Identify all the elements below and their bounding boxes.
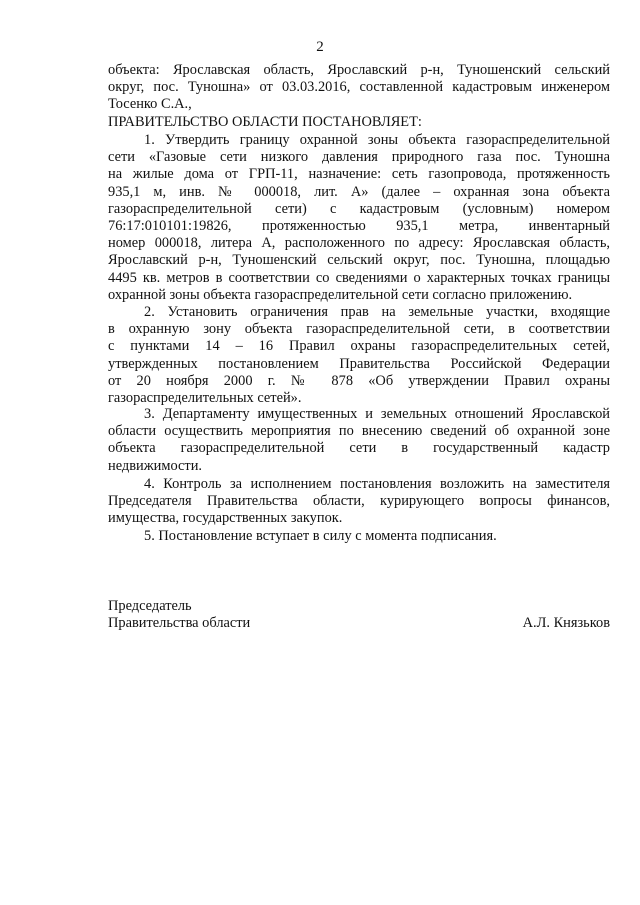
paragraph-line: объекта газораспределительной сети в государственный кадастр bbox=[108, 440, 610, 457]
paragraph-line: 935,1 м, инв. № 000018, лит. А» (далее – охранная зона объекта bbox=[108, 183, 610, 200]
paragraph-line: 4495 кв. метров в соответствии со сведениями о характерных точках границы bbox=[108, 269, 610, 286]
paragraph-3 bbox=[108, 406, 610, 475]
paragraph-1 bbox=[108, 132, 610, 304]
paragraph-line: Председателя Правительства области, курирующего вопросы финансов, bbox=[108, 493, 610, 510]
paragraph-line: 76:17:010101:19826, протяженностью 935,1 метра, инвентарный bbox=[108, 218, 610, 235]
paragraph-line: с пунктами 14 – 16 Правил охраны газораспределительных сетей, bbox=[108, 338, 610, 355]
paragraph-line: газораспределительной сети) с кадастровым (условным) номером bbox=[108, 200, 610, 217]
signatory-name: А.Л. Князьков bbox=[522, 615, 610, 632]
paragraph-5 bbox=[108, 528, 610, 545]
resolves-heading: ПРАВИТЕЛЬСТВО ОБЛАСТИ ПОСТАНОВЛЯЕТ: bbox=[108, 113, 422, 130]
paragraph-line: на жилые дома от ГРП-11, назначение: сеть газопровода, протяженность bbox=[108, 166, 610, 183]
paragraph-2 bbox=[108, 304, 610, 407]
intro-line: объекта: Ярославская область, Ярославский р-н, Туношенский сельский bbox=[108, 62, 610, 78]
paragraph-line: 2. Установить ограничения прав на земельные участки, входящие bbox=[144, 304, 610, 320]
intro-text bbox=[108, 62, 610, 131]
signatory-title: Правительства области bbox=[108, 615, 251, 632]
paragraph-line: области осуществить мероприятия по внесению сведений об охранной зоне bbox=[108, 423, 610, 440]
paragraph-line: охранной зоны объекта газораспределительной сети согласно приложению. bbox=[108, 286, 573, 303]
paragraph-line: в охранную зону объекта газораспределительной сети, в соответствии bbox=[108, 321, 610, 338]
paragraph-line: сети «Газовые сети низкого давления природного газа пос. Туношна bbox=[108, 149, 610, 166]
paragraph-line: 1. Утвердить границу охранной зоны объекта газораспределительной bbox=[144, 132, 610, 148]
paragraph-line: 4. Контроль за исполнением постановления возложить на заместителя bbox=[144, 476, 610, 492]
paragraph-line: от 20 ноября 2000 г. № 878 «Об утверждении Правил охраны bbox=[108, 372, 610, 389]
paragraph-line: имущества, государственных закупок. bbox=[108, 510, 343, 527]
paragraph-line: Ярославский р-н, Туношенский сельский округ, пос. Туношна, площадью bbox=[108, 252, 610, 269]
intro-line: округ, пос. Туношна» от 03.03.2016, составленной кадастровым инженером bbox=[108, 79, 610, 96]
paragraph-line: 3. Департаменту имущественных и земельных отношений Ярославской bbox=[144, 406, 610, 422]
paragraph-line: недвижимости. bbox=[108, 457, 202, 474]
paragraph-line: газораспределительных сетей». bbox=[108, 390, 302, 407]
signature-block bbox=[108, 598, 610, 632]
paragraph-line: 5. Постановление вступает в силу с момента подписания. bbox=[144, 528, 497, 544]
page-number: 2 bbox=[316, 39, 324, 55]
paragraph-line: утвержденных постановлением Правительства Российской Федерации bbox=[108, 355, 610, 372]
intro-line: Тосенко С.А., bbox=[108, 96, 192, 113]
paragraph-4 bbox=[108, 476, 610, 528]
signatory-title: Председатель bbox=[108, 598, 192, 614]
paragraph-line: номер 000018, литера А, расположенного по адресу: Ярославская область, bbox=[108, 235, 610, 252]
